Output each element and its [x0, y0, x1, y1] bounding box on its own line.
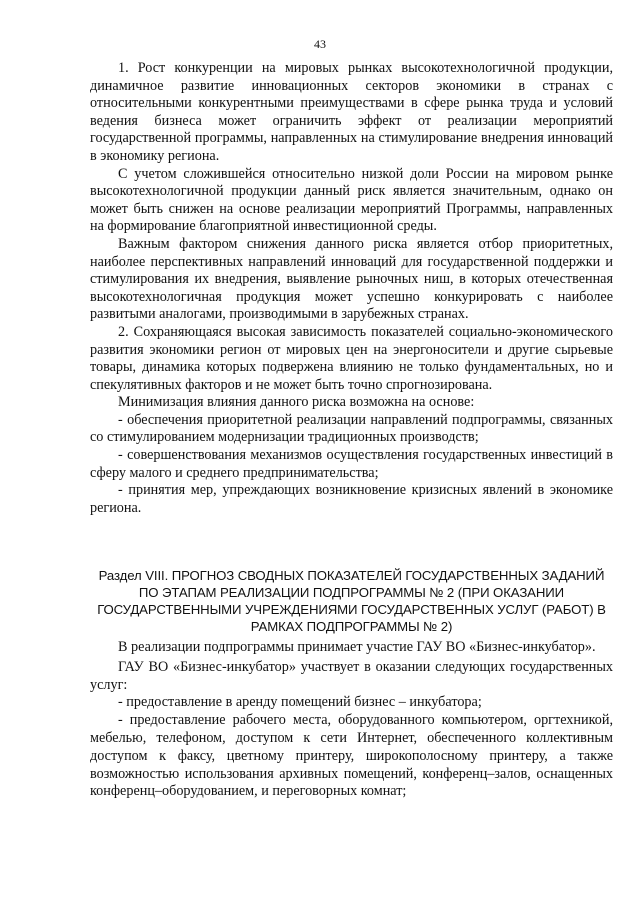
paragraph-mitigation-intro: Минимизация влияния данного риска возможна на основе: — [118, 394, 475, 411]
list-item-rental: - предоставление в аренду помещений бизнес – инкубатора; — [118, 694, 482, 711]
list-item-mechanisms: - совершенствования механизмов осуществления государственных инвестиций в сферу малого и среднего предпринимательства; — [90, 447, 613, 481]
paragraph-risk-1: 1. Рост конкуренции на мировых рынках высокотехнологичной продукции, динамичное развитие инновационных секторов экономики в странах с относительными конкурентными преимуществами в сфере рынка труда и условий ведения бизнеса может ограничить эффект от реализации мероприятий государственной программы, направленных на стимулирование внедрения инноваций в экономику региона. — [90, 60, 613, 164]
list-item-workplace: - предоставление рабочего места, оборудованного компьютером, оргтехникой, мебелью, телефоном, доступом к сети Интернет, обеспеченного коллективным доступом к факсу, цветному принтеру, широкополосному принтеру, а также возможностью использования архивных помещений, конференц–залов, оснащенных конференц–оборудованием, и переговорных комнат; — [90, 712, 613, 800]
paragraph-services-intro: ГАУ ВО «Бизнес-инкубатор» участвует в оказании следующих государственных услуг: — [90, 658, 613, 693]
paragraph-risk-1-assessment: С учетом сложившейся относительно низкой доли России на мировом рынке высокотехнологичной продукции данный риск является значительным, однако он может быть снижен на основе реализации мероприятий Программы, направленных на формирование благоприятной инвестиционной среды. — [90, 165, 613, 235]
risk-section — [90, 60, 613, 517]
paragraph-risk-2: 2. Сохраняющаяся высокая зависимость показателей социально-экономического развития экономики регион от мировых цен на энергоносители и другие сырьевые товары, динамика которых подвержена влиянию не только фундаментальных, но и спекулятивных факторов и не может быть точно спрогнозирована. — [90, 323, 613, 393]
page-number: 43 — [314, 37, 326, 51]
section-heading: Раздел VIII. ПРОГНОЗ СВОДНЫХ ПОКАЗАТЕЛЕЙ ГОСУДАРСТВЕННЫХ ЗАДАНИЙ ПО ЭТАПАМ РЕАЛИЗАЦИИ ПОДПРОГРАММЫ № 2 (ПРИ ОКАЗАНИИ ГОСУДАРСТВЕННЫМИ УЧРЕЖДЕНИЯМИ ГОСУДАРСТВЕННЫХ УСЛУГ (РАБОТ) В РАМКАХ ПОДПРОГРАММЫ № 2) — [97, 568, 606, 634]
paragraph-risk-1-mitigation: Важным фактором снижения данного риска является отбор приоритетных, наиболее перспективных направлений инноваций для государственной поддержки и стимулирования их внедрения, выявление рыночных ниш, в которых отечественная высокотехнологичная продукция может успешно конкурировать с наиболее развитыми аналогами, производимыми в зарубежных странах. — [90, 235, 613, 323]
list-item-priority: - обеспечения приоритетной реализации направлений подпрограммы, связанных со стимулированием модернизации традиционных производств; — [90, 411, 613, 446]
list-item-crisis-prevention: - принятия мер, упреждающих возникновение кризисных явлений в экономике региона. — [90, 482, 613, 516]
paragraph-participant: В реализации подпрограммы принимает участие ГАУ ВО «Бизнес-инкубатор». — [118, 639, 596, 655]
forecast-section — [90, 639, 613, 801]
